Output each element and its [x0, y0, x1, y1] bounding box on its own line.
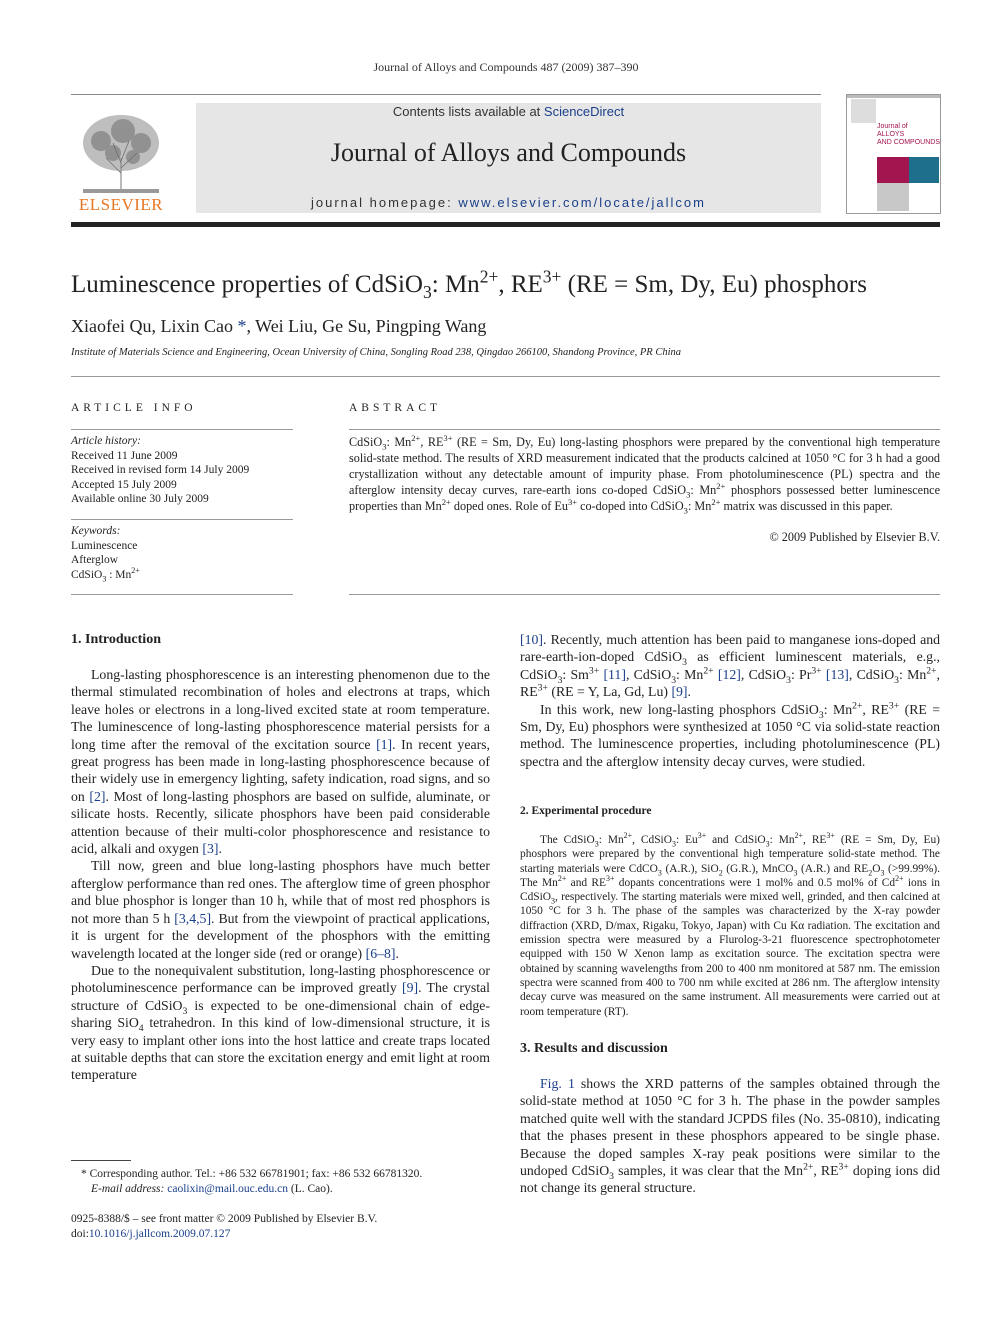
cover-teal-block [909, 157, 939, 183]
affiliation: Institute of Materials Science and Engineering, Ocean University of China, Songling Road 238, Qingdao 266100, Shandong Province, PR China [71, 347, 681, 358]
elsevier-logo [71, 103, 171, 215]
homepage-line [196, 195, 821, 210]
paragraph: The CdSiO$_3$: $Mn^{2+}$, CdSiO$_3$: $Eu^{3+}$ and CdSiO$_3$: $Mn^{2+}$, $RE^{3+}$ (RE = Sm, Dy, Eu) phosphors were prepared by the conventional high temperature solid-state method. The starting materials were CdCO$_3$ (A.R.), SiO$_2$ (G.R.), MnCO$_3$ (A.R.) and $RE_2O_3$ (>99.99%). The $Mn^{2+}$ and $RE^{3+}$ dopants concentrations were 1 mol% and 0.5 mol% of $Cd^{2+}$ ions in CdSiO$_3$, respectively. The starting materials were mixed well, grinded, and then calcined at 1050 °C for 3 h. The phase of the samples was characterized by the X-ray powder diffraction (XRD, D/max, Rigaku, Tokyo, Japan) with Cu Kα radiation. The excitation and emission spectra were measured by a Flurolog-3-21 fluorescence spectrophotometer equipped with 150 W Xenon lamp as excitation source. The excitation spectra were obtained by scanning wavelengths from 200 to 400 nm monitored at 587 nm. The emission spectra were scanned from 400 to 700 nm while excited at 286 nm. The afterglow intensity decay curve was measured on the same instrument. All measurements were carried out at room temperature (RT). [520, 831, 941, 1018]
ref-link[interactable]: [13] [825, 666, 849, 682]
ref-link[interactable]: [10] [520, 632, 543, 647]
footnote-rule [71, 1160, 131, 1161]
doi-line: doi:10.1016/j.jallcom.2009.07.127 [71, 1228, 231, 1240]
ref-link[interactable]: [11] [603, 666, 626, 682]
left-column [71, 666, 490, 1084]
ref-link[interactable]: [6–8] [365, 945, 396, 961]
contents-line [196, 104, 821, 119]
email-link[interactable]: caolixin@mail.ouc.edu.cn [167, 1183, 288, 1195]
results-text [520, 1075, 940, 1197]
journal-title: Journal of Alloys and Compounds [330, 138, 687, 167]
keyword-item: Luminescence [71, 539, 138, 552]
divider [71, 429, 293, 430]
history-label: Article history: [71, 435, 141, 447]
contents-prefix: Contents lists available at [392, 104, 544, 119]
paragraph: Fig. 1 shows the XRD patterns of the samples obtained through the solid-state method at 1050 °C for 3 h. The phase in the powder samples matched quite well with the standard JCPDS files (No. 35-0810), indicating that the phases present in these phosphors appeared to be single phase. Because the doped samples X-ray peak positions were similar to the undoped CdSiO$_3$ samples, it was clear that the $Mn^{2+}$, $RE^{3+}$ doping ions did not change its general structure. [520, 1076, 940, 1196]
front-matter-line: 0925-8388/$ – see front matter © 2009 Published by Elsevier B.V. [71, 1213, 378, 1225]
homepage-link[interactable]: www.elsevier.com/locate/jallcom [458, 195, 706, 210]
history-received: Received 11 June 2009 [71, 449, 178, 462]
right-column-top [520, 631, 940, 770]
journal-cover [846, 94, 941, 214]
divider [71, 519, 293, 520]
sciencedirect-link[interactable]: ScienceDirect [543, 104, 625, 119]
history-accepted: Accepted 15 July 2009 [71, 478, 177, 491]
divider [349, 594, 940, 595]
doi-link[interactable]: 10.1016/j.jallcom.2009.07.127 [88, 1228, 231, 1240]
divider [71, 594, 293, 595]
abstract-copyright: © 2009 Published by Elsevier B.V. [769, 530, 940, 544]
header-top-rule [71, 94, 821, 95]
keyword-item: Afterglow [71, 554, 119, 566]
cover-grey-block [877, 183, 909, 211]
paragraph: Due to the nonequivalent substitution, long-lasting phosphorescence or photoluminescence performance can be improved greatly [9]. The crystal structure of CdSiO$_3$ is expected to be one-dimensional chain of edge-sharing SiO$_4$ tetrahedron. In this kind of low-dimensional structure, it is very easy to implant other ions into the host lattice and create traps located at suitable depths that can store the excitation energy and emit light at room temperature [71, 962, 490, 1083]
experimental-text [520, 833, 940, 1019]
ref-link[interactable]: [2] [89, 788, 106, 804]
divider [349, 429, 940, 430]
header-bottom-rule [71, 222, 940, 227]
cover-elsevier-logo [851, 99, 876, 123]
history-revised: Received in revised form 14 July 2009 [71, 464, 250, 476]
abstract-text: CdSiO$_3$: $Mn^{2+}$, $RE^{3+}$ (RE = Sm, Dy, Eu) long-lasting phosphors were prepared by the conventional high temperature solid-state method. The results of XRD measurement indicated that the products calcined at 1050 °C for 3 h had a good crystallization without any detectable amount of impurity phase. From photoluminescence (PL) spectra and the afterglow intensity decay curves, rare-earth ions co-doped CdSiO$_3$: $Mn^{2+}$ phosphors possessed better luminescence properties than $Mn^{2+}$ doped ones. Role of $Eu^{3+}$ co-doped into CdSiO$_3$: $Mn^{2+}$ matrix was discussed in this paper. [349, 432, 940, 516]
corresponding-author-mark[interactable]: * [232, 316, 247, 336]
paragraph: Long-lasting phosphorescence is an interesting phenomenon due to the thermal stimulated recombination of holes and electrons at traps, which leave holes or electrons in a long-lived excited state at room temperature. The luminescence of long-lasting phosphorescence material persists for a long time after the removal of the excitation source [1]. In recent years, great progress has been made in long-lasting phosphorescence because of their widely use in emergency lighting, safety indication, road signs, and so on [2]. Most of long-lasting phosphors are based on sulfide, aluminate, or silicate hosts. Recently, silicate phosphors have been paid considerable attention because of their multi-color phosphorescence and resistance to acid, alkali and oxygen [3]. [71, 667, 490, 857]
keywords [71, 524, 293, 582]
ref-link[interactable]: [3,4,5] [174, 910, 212, 926]
ref-link[interactable]: [9] [671, 684, 688, 700]
email-note: E-mail address: caolixin@mail.ouc.edu.cn (L. Cao). [91, 1183, 333, 1195]
article-history [71, 434, 293, 507]
homepage-prefix: journal homepage: [311, 195, 459, 210]
article-title: Luminescence properties of CdSiO$_3$: $Mn^{2+}$, $RE^{3+}$ (RE = Sm, Dy, Eu) phosphors [71, 266, 867, 302]
cover-top-strip [847, 95, 940, 98]
paragraph: In this work, new long-lasting phosphors CdSiO$_3$: $Mn^{2+}$, $RE^{3+}$ (RE = Sm, Dy, Eu) phosphors were synthesized at 1050 °C via solid-state reaction method. The luminescence properties, including photoluminescence (PL) spectra and the afterglow intensity decay curves, were studied. [520, 700, 941, 769]
section-heading-results: 3. Results and discussion [520, 1041, 668, 1056]
corresponding-author-note: * Corresponding author. Tel.: +86 532 66781901; fax: +86 532 66781320. [81, 1168, 423, 1180]
cover-title-line-1: Journal of [877, 123, 908, 130]
section-heading-introduction: 1. Introduction [71, 632, 161, 647]
figure-link[interactable]: Fig. 1 [540, 1076, 575, 1091]
section-heading-experimental: 2. Experimental procedure [520, 805, 652, 817]
cover-title-line-3: AND COMPOUNDS [877, 139, 941, 146]
ref-link[interactable]: [3] [202, 841, 219, 857]
cover-title-line-2: ALLOYS [877, 131, 905, 138]
elsevier-wordmark: ELSEVIER [78, 195, 164, 214]
article-info-heading: ARTICLE INFO [71, 402, 197, 414]
paragraph: Till now, green and blue long-lasting phosphors have much better afterglow performance than red ones. The afterglow time of green phosphor and blue phosphor is longer than 10 h, while that of most red phosphors is not more than 5 h [3,4,5]. But from the viewpoint of practical applications, it is urgent for the development of the phosphors with the emitting wavelength located at the longer side (red or orange) [6–8]. [71, 858, 490, 961]
ref-link[interactable]: [9] [402, 980, 419, 996]
ref-link[interactable]: [12] [717, 666, 741, 682]
footnote [71, 1167, 490, 1197]
author-list: Xiaofei Qu, Lixin Cao *, Wei Liu, Ge Su, Pingping Wang [71, 316, 487, 336]
front-matter [71, 1212, 490, 1242]
ref-link[interactable]: [1] [376, 736, 393, 752]
history-online: Available online 30 July 2009 [71, 493, 209, 505]
keyword-item: CdSiO$_3$ : $Mn^{2+}$ [71, 565, 140, 583]
paragraph: [10]. Recently, much attention has been paid to manganese ions-doped and rare-earth-ion-doped CdSiO$_3$ as efficient luminescent materials, e.g., CdSiO$_3$: $Sm^{3+}$ [11], CdSiO$_3$: $Mn^{2+}$ [12], CdSiO$_3$: $Pr^{3+}$ [13], CdSiO$_3$: $Mn^{2+}$, $RE^{3+}$ (RE = Y, La, Gd, Lu) [9]. [520, 632, 940, 700]
journal-citation: Journal of Alloys and Compounds 487 (2009) 387–390 [373, 60, 639, 74]
cover-title [877, 123, 940, 147]
abstract-heading: ABSTRACT [349, 402, 442, 414]
divider [71, 376, 940, 377]
keywords-label: Keywords: [71, 525, 121, 537]
